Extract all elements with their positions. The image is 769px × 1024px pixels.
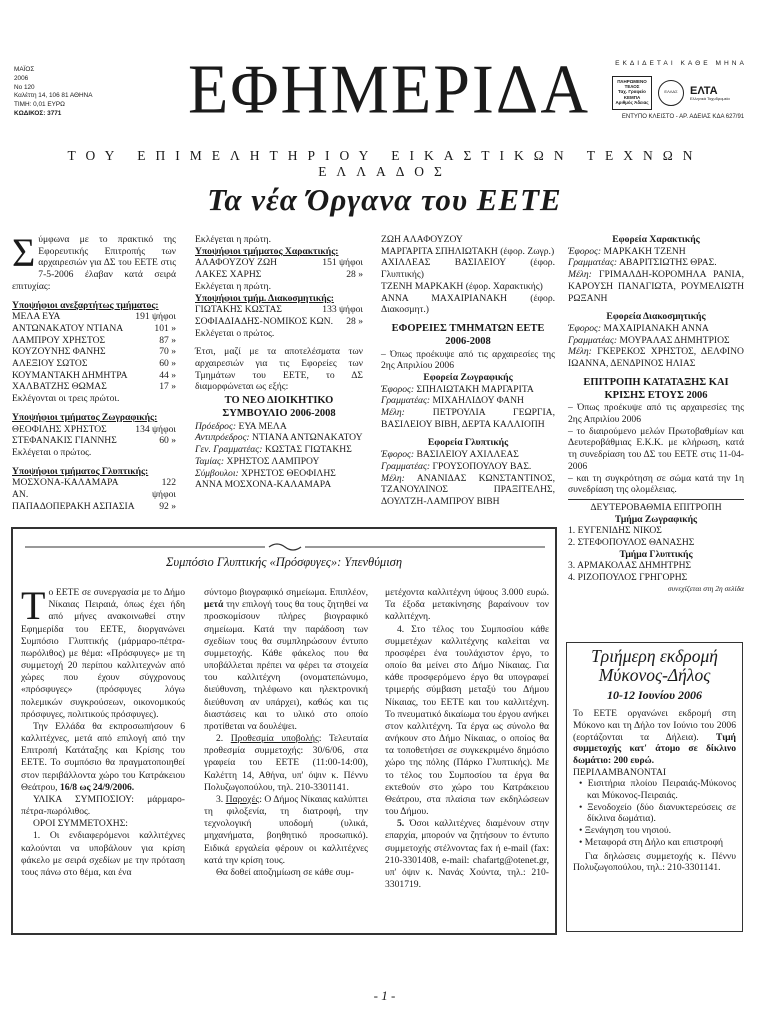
section-heading: Υποψήφιοι ανεξαρτήτως τμήματος: [12, 299, 159, 311]
member-name: ΧΡΗΣΤΟΣ ΘΕΟΦΙΛΗΣ [241, 467, 336, 479]
body-paragraph: 3. Παροχές: Ο Δήμος Νίκαιας καλύπτει τη φιλοξενία, τη διατροφή, την τεχνολογική υποδομή (υλικά, μηχανήματα, βοηθητικό προσωπικό). Ειδικά εργαλεία φέρουν οι καλλιτέχνες κατά την κρίση τους. [204, 793, 368, 866]
list-item: ΤΖΕΝΗ ΜΑΡΚΑΚΗ (έφορ. Χαρακτικής) [381, 280, 543, 292]
candidate-name: ΜΕΛΑ ΕΥΑ [12, 311, 61, 323]
candidate-name: ΚΟΥΖΟΥΝΗΣ ΦΑΝΗΣ [12, 346, 106, 358]
member-name: ΜΟΥΡΑΛΑΣ ΔΗΜΗΤΡΙΟΣ [619, 334, 730, 346]
vote-list [195, 304, 363, 327]
list-item: ΜΑΡΓΑΡΙΤΑ ΣΠΗΛΙΩΤΑΚΗ (έφορ. Ζωγρ.) [381, 245, 555, 257]
table-row [195, 269, 363, 281]
symposium-title: Συμπόσιο Γλυπτικής «Πρόσφυγες»: Υπενθύμιση [165, 555, 403, 569]
note: Εκλέγεται ο πρώτος. [195, 327, 275, 339]
role-label: Σύμβουλοι: [195, 467, 239, 479]
role-label: Γραμματέας: [381, 395, 431, 407]
candidate-name: ΑΝΤΩΝΑΚΑΤΟΥ ΝΤΙΑΝΑ [12, 322, 124, 334]
member-name: ΜΑΧΑΙΡΙΑΝΑΚΗ ΑΝΝΑ [603, 322, 709, 334]
section-heading: Υποψήφιοι τμήματος Χαρακτικής: [195, 245, 339, 257]
note: Εκλέγεται η πρώτη. [195, 280, 271, 292]
symposium-box [11, 527, 557, 935]
table-row [195, 468, 363, 480]
pub-address: Καλέττη 14, 106 81 ΑΘΗΝΑ [14, 92, 93, 100]
candidate-name: ΠΑΠΑΔΟΠΕΡΑΚΗ ΑΣΠΑΣΙΑ [12, 500, 135, 512]
member-name: ΓΡΟΥΣΟΠΟΥΛΟΥ ΒΑΣ. [432, 460, 532, 472]
continued-note: συνεχίζεται στη 2η σελίδα [667, 583, 744, 593]
candidate-name: ΑΛΕΞΙΟΥ ΣΩΤΟΣ [12, 358, 88, 370]
subsection-heading: Εφορεία Γλυπτικής [427, 437, 509, 449]
vote-list [12, 311, 176, 393]
role-label: Μέλη: [568, 269, 592, 281]
list-item: • Μεταφορά στη Δήλο και επιστροφή [579, 836, 724, 848]
symposium-column-1 [21, 583, 185, 879]
pub-code: ΚΩΔΙΚΟΣ: 3771 [14, 110, 62, 118]
candidate-name: ΚΟΥΜΑΝΤΑΚΗ ΔΗΜΗΤΡΑ [12, 369, 128, 381]
table-row [12, 358, 176, 370]
candidate-name: ΛΑΜΠΡΟΥ ΧΡΗΣΤΟΣ [12, 334, 106, 346]
body-paragraph: 4. Στο τέλος του Συμποσίου κάθε συμμετέχων καλλιτέχνης καλείται να προσφέρει ένα τουλάχιστον έργο, το οποίο θα μείνει στο Δήμο Νίκαιας. Για κάθε προσφερόμενο έργο θα υπογραφεί τριμερής σύμβαση μεταξύ του Δήμου Νίκαιας, του ΕΕΤΕ και του καλλιτέχνη. Το πνευματικό δικαίωμα του έργου ανήκει στον καλλιτέχνη. Τα έργα ως σύνολο θα ανήκουν στο Δήμο Νίκαιας, ο οποίος θα τα τοποθετήσει σε συγκεκριμένο δημόσιο χώρο της πόλης (Πάρκο Γλυπτικής). Με το τέλος του Συμποσίου τα έργα θα εκτεθούν στο χώρο του Κατράκειου Θεάτρου, στα πλαίσια των εκδηλώσεων του Δήμου. [385, 623, 549, 818]
candidate-name: ΣΤΕΦΑΝΑΚΙΣ ΓΙΑΝΝΗΣ [12, 435, 117, 447]
body-paragraph: 1. Οι ενδιαφερόμενοι καλλιτέχνες καλούνται να υποβάλουν για κρίση φάκελο με σειρά σχεδίων με την πρόταση τους πάνω στο θέμα, και ένα [21, 830, 185, 878]
candidate-name: ΜΟΣΧΟΝΑ-ΚΑΛΑΜΑΡΑ ΑΝ. [12, 477, 119, 501]
table-row [568, 246, 744, 258]
section-heading: Υποψήφιοι τμήματος Γλυπτικής: [12, 465, 149, 477]
frequency-note: ΕΚΔΙΔΕΤΑΙ ΚΑΘΕ ΜΗΝΑ [615, 60, 747, 67]
role-label: Γραμματέας: [568, 257, 618, 269]
lead-headline: Τα νέα Όργανα του ΕΕΤΕ [207, 182, 562, 217]
table-row [568, 269, 744, 304]
role-label: Έφορος: [381, 449, 415, 461]
table-row [568, 323, 744, 335]
committee-list [568, 323, 744, 370]
list-item: ΖΩΗ ΑΛΑΦΟΥΖΟΥ [381, 234, 463, 245]
subsection-heading: Εφορεία Ζωγραφικής [423, 371, 513, 383]
candidate-name: ΓΙΩΤΑΚΗΣ ΚΩΣΤΑΣ [195, 304, 282, 316]
drop-cap: Τ [21, 583, 46, 628]
body-paragraph: – το διαιρούμενο μελών Πρωτοβαθμίων και Δευτεροβάθμιας Ε.Κ.Κ. με κλήρωση, κατά τη συνεδρίαση του ΔΣ του ΕΕΤΕ στις 11-04-2006 [568, 425, 744, 472]
role-label: Αντιπρόεδρος: [195, 432, 250, 444]
member-name: ΝΤΙΑΝΑ ΑΝΤΩΝΑΚΑΤΟΥ [252, 432, 363, 444]
pub-issue: No 120 [14, 83, 35, 91]
column-2 [195, 234, 363, 491]
body-paragraph: – Όπως προέκυψε από τις αρχαιρεσίες της 2ης Απριλίου 2006 [568, 402, 744, 426]
subsection-heading: Εφορεία Χαρακτικής [612, 234, 700, 245]
member-name: ΠΕΤΡΟΥΛΙΑ ΓΕΩΡΓΙΑ, ΒΑΣΙΛΕΙΟΥ ΒΙΒΗ, ΔΕΡΤΑ ΚΑΛΛΙΟΠΗ [381, 407, 555, 430]
section-heading: ΠΕΡΙΛΑΜΒΑΝΟΝΤΑΙ [573, 766, 667, 778]
table-row [381, 407, 555, 430]
table-row [568, 335, 744, 347]
vote-count: 92 » [159, 500, 176, 512]
body-paragraph: Έτσι, μαζί με τα αποτελέσματα των αρχαιρεσιών για τις Εφορείες των Τμημάτων του ΕΕΤΕ, το ΔΣ διαμορφώνεται ως εξής: [195, 346, 363, 393]
board-heading: ΤΟ ΝΕΟ ΔΙΟΙΚΗΤΙΚΟ ΣΥΜΒΟΥΛΙΟ 2006-2008 [222, 395, 336, 419]
section-heading: ΔΕΥΤΕΡΟΒΑΘΜΙΑ ΕΠΙΤΡΟΠΗ [590, 501, 722, 513]
body-paragraph: ΟΡΟΙ ΣΥΜΜΕΤΟΧΗΣ: [33, 818, 128, 830]
member-name: ΜΙΧΑΗΛΙΔΟΥ ΦΑΝΗ [432, 395, 524, 407]
table-row [195, 432, 363, 444]
table-row [12, 370, 176, 382]
member-name: ΓΚΕΡΕΚΟΣ ΧΡΗΣΤΟΣ, ΔΕΛΦΙΝΟ ΙΩΑΝΝΑ, ΔΕΝΔΡΙΝΟΣ ΗΛΙΑΣ [568, 346, 744, 370]
body-paragraph: 5. Όσοι καλλιτέχνες διαμένουν στην επαρχία, μπορούν να ζητήσουν το έντυπο συμμετοχής στέλνοντας fax ή e-mail (fax: 210-3301408, e-mail: chafartg@otenet.gr, υπ' όψιν κ. Νανάς Χούντα, τηλ.: 210-3301719. [385, 818, 549, 891]
postal-marks [612, 74, 746, 112]
masthead-subtitle: ΤΟΥ ΕΠΙΜΕΛΗΤΗΡΙΟΥ ΕΙΚΑΣΤΙΚΩΝ ΤΕΧΝΩΝ ΕΛΛΑΔΟΣ [67, 148, 703, 180]
subsection-heading: Τμήμα Γλυπτικής [619, 548, 693, 560]
role-label: Γεν. Γραμματέας: [195, 444, 263, 456]
member-name: ΜΑΡΚΑΚΗ ΤΖΕΝΗ [603, 245, 686, 257]
member-name: ΒΑΣΙΛΕΙΟΥ ΑΧΙΛΛΕΑΣ [416, 449, 519, 461]
role-label: Έφορος: [568, 245, 602, 257]
intro-paragraph: Σύμφωνα με το πρακτικό της Εφορευτικής Επιτροπής των αρχαιρεσιών για ΔΣ του ΕΕΤΕ στις 7-5-2006 έλαβαν κατά σειρά επιτυχίας: [12, 230, 176, 292]
vote-count: 17 » [159, 381, 176, 393]
section-heading: Υποψήφιοι τμήματος Ζωγραφικής: [12, 411, 158, 423]
member-name: ΧΡΗΣΤΟΣ ΛΑΜΠΡΟΥ [226, 455, 320, 467]
vote-count: 70 » [159, 346, 176, 358]
postal-seal-icon: ΕΛΛΑΣ [658, 80, 684, 106]
table-row [12, 381, 176, 393]
ornament-rule-icon [25, 540, 545, 554]
table-row [568, 346, 744, 369]
pub-price: ΤΙΜΗ: 0,01 ΕΥΡΩ [14, 101, 65, 109]
list-item: 3. ΑΡΜΑΚΟΛΑΣ ΔΗΜΗΤΡΗΣ [568, 560, 692, 572]
council-members [381, 234, 555, 316]
vote-count: 60 » [159, 358, 176, 370]
paid-postage-box: ΠΛΗΡΩΜΕΝΟ ΤΕΛΟΣ Ταχ. Γραφείο ΚΕΜΠΑ Αριθμός Άδειας [612, 76, 652, 110]
member-name: ΚΩΣΤΑΣ ΓΙΩΤΑΚΗΣ [264, 444, 352, 456]
note: Εκλέγονται οι τρεις πρώτοι. [12, 393, 120, 405]
symposium-column-3 [385, 587, 549, 891]
excursion-title: Τριήμερη εκδρομή [591, 646, 718, 666]
table-row [381, 473, 555, 508]
member-name: ΓΡΙΜΑΛΔΗ-ΚΟΡΟΜΗΛΑ ΡΑΝΙΑ, ΚΑΡΟΥΣΗ ΠΑΝΑΓΙΩΤΑ, ΡΟΥΜΕΛΙΩΤΗ ΡΩΞΑΝΗ [568, 269, 744, 304]
list-item: 1. ΕΥΓΕΝΙΔΗΣ ΝΙΚΟΣ [568, 525, 662, 537]
list-item: 2. ΣΤΕΦΟΠΟΥΛΟΣ ΘΑΝΑΣΗΣ [568, 537, 695, 549]
excursion-box [566, 642, 743, 932]
body-paragraph: Το ΕΕΤΕ οργανώνει εκδρομή στη Μύκονο και τη Δήλο τον Ιούνιο του 2006 (εορτάζονται τα Δήλεια). Τιμή συμμετοχής κατ' άτομο σε δίκλινο δωμάτιο: 200 ευρώ. [573, 708, 736, 766]
pub-year: 2006 [14, 74, 29, 82]
drop-cap: Σ [12, 230, 36, 275]
body-paragraph: Θα δοθεί αποζημίωση σε κάθε συμ- [216, 866, 354, 878]
subsection-heading: Τμήμα Ζωγραφικής [614, 513, 698, 525]
vote-list [12, 477, 176, 512]
section-heading: ΕΦΟΡΕΙΕΣ ΤΜΗΜΑΤΩΝ ΕΕΤΕ 2006-2008 [391, 322, 545, 347]
column-4 [568, 234, 744, 593]
list-item: • Εισιτήρια πλοίου Πειραιάς-Μύκονος και Μύκονος-Πειραιάς. [579, 778, 736, 802]
body-paragraph: 2. Προθεσμία υποβολής: Τελευταία προθεσμία συμμετοχής: 30/6/06, στα γραφεία του ΕΕΤΕ (11:00-14:00), Καλέττη 14, Αθήνα, υπ' όψιν κ. Πέννυ Πολυζωγοπούλου, τηλ. 210-3301141. [204, 733, 368, 793]
page-number: - 1 - [373, 988, 396, 1003]
table-row [568, 257, 744, 269]
table-row [195, 421, 363, 433]
vote-list [195, 257, 363, 280]
committee-list [381, 449, 555, 508]
pub-month: ΜΑΪΟΣ [14, 66, 35, 73]
excursion-destination: Μύκονος-Δήλος [598, 665, 711, 686]
committee-list [568, 246, 744, 305]
candidate-name: ΧΑΛΒΑΤΖΗΣ ΘΩΜΑΣ [12, 381, 107, 393]
vote-count: 134 ψήφοι [135, 423, 176, 435]
candidate-name: ΘΕΟΦΙΛΗΣ ΧΡΗΣΤΟΣ [12, 423, 107, 435]
vote-count: 151 ψήφοι [322, 257, 363, 269]
table-row [195, 257, 363, 269]
list-item: • Ξενοδοχείο (δύο διανυκτερεύσεις σε δίκλινα δωμάτια). [579, 801, 736, 825]
subsection-heading: Εφορεία Διακοσμητικής [606, 311, 706, 323]
member-name: ΕΥΑ ΜΕΛΑ [238, 420, 287, 432]
table-row [12, 311, 176, 323]
role-label: Έφορος: [568, 322, 602, 334]
table-row [12, 335, 176, 347]
committee-list [381, 384, 555, 431]
vote-count: 44 » [159, 369, 176, 381]
table-row [12, 435, 176, 447]
role-label: Μέλη: [381, 407, 405, 419]
role-label: Πρόεδρος: [195, 420, 237, 432]
masthead-title: ΕΦΗΜΕΡΙΔΑ [188, 50, 591, 129]
vote-count: 191 ψήφοι [135, 311, 176, 323]
candidate-name: ΑΛΑΦΟΥΖΟΥ ΖΩΗ [195, 257, 278, 269]
candidate-name: ΣΟΦΙΑΔΙΑΔΗΣ-ΝΟΜΙΚΟΣ ΚΩΝ. [195, 315, 333, 327]
body-paragraph: σύντομο βιογραφικό σημείωμα. Επιπλέον, μετά την επιλογή τους θα τους ζητηθεί να προσκομίσουν πλήρες βιογραφικό σημείωμα. Κατά την παράδοση των σχεδίων τους θα συμπληρώσουν έντυπο συμμετοχής. Κάθε φάκελος που θα υποβάλλεται πρέπει να φέρει τα στοιχεία του καλλιτέχνη (ονοματεπώνυμο, διεύθυνση, τηλέφωνο και ηλεκτρονική διεύθυνση αν υπάρχει), καθώς και τις διαστάσεις και το υλικό στο οποίο προτίθεται να δουλέψει. [204, 587, 368, 732]
member-name: ΣΠΗΛΙΩΤΑΚΗ ΜΑΡΓΑΡΙΤΑ [416, 383, 534, 395]
table-row [12, 346, 176, 358]
section-heading: Υποψήφιοι τμήμ. Διακοσμητικής: [195, 292, 334, 304]
vote-count: 87 » [159, 334, 176, 346]
body-paragraph: Το ΕΕΤΕ σε συνεργασία με το Δήμο Νίκαιας Πειραιά, όπως έχει ήδη από μήνες ανακοινωθεί στην Εφημερίδα του ΕΕΤΕ, διοργανώνει Συμπόσιο Γλυπτικής (μάρμαρο-πέτρα-πωρόλιθος) με θέμα: «Πρόσφυγες» με τη συμμετοχή 20 περίπου καλλιτεχνών από χώρες που έχουν σύγχρονους «πρόσφυγες» (πρόσφυγες λόγω πολεμικών συγκρούσεων, οικονομικούς πρόσφυγες, πολιτικούς πρόσφυγες). [21, 583, 185, 720]
table-row [195, 316, 363, 328]
vote-count: 28 » [346, 269, 363, 281]
column-1 [12, 230, 176, 512]
list-item: ΑΝΝΑ ΜΑΧΑΙΡΙΑΝΑΚΗ (έφορ. Διακοσμητ.) [381, 292, 555, 316]
role-label: Μέλη: [381, 472, 405, 484]
elta-logo: ΕΛΤΑ Ελληνικά Ταχυδρομεία [690, 84, 730, 101]
body-paragraph: Την Ελλάδα θα εκπροσωπήσουν 6 καλλιτέχνες, μετά από επιλογή από την Επιτροπή Κατάταξης και Κρίσης του ΕΕΤΕ. Το συμπόσιο θα πραγματοποιηθεί στον περιβάλλοντα χώρο του Κατράκειου Θεάτρου, 16/8 ως 24/9/2006. [21, 720, 185, 793]
vote-list [12, 424, 176, 447]
list-item: • Ξενάγηση του νησιού. [579, 825, 672, 837]
table-row [195, 456, 363, 468]
body-paragraph: – και τη συγκρότηση σε σώμα κατά την 1η συνεδρίαση της ολομέλειας. [568, 472, 744, 496]
vote-count: 133 ψήφοι [322, 304, 363, 316]
role-label: Μέλη: [568, 346, 592, 358]
role-label: Γραμματέας: [568, 334, 618, 346]
table-row [381, 449, 555, 461]
note: Εκλέγεται ο πρώτος. [12, 446, 92, 458]
section-heading: ΕΠΙΤΡΟΠΗ ΚΑΤΑΤΑΞΗΣ ΚΑΙ ΚΡΙΣΗΣ ΕΤΟΥΣ 2006 [583, 376, 729, 401]
table-row [12, 477, 176, 500]
list-item: 4. ΡΙΖΟΠΟΥΛΟΣ ΓΡΗΓΟΡΗΣ [568, 572, 688, 584]
member-name: ΑΝΑΝΙΔΑΣ ΚΩΝΣΤΑΝΤΙΝΟΣ, ΤΖΑΝΟΥΛΙΝΟΣ ΠΡΑΞΙΤΕΛΗΣ, ΔΟΥΛΤΖΗ-ΛΑΜΠΡΟΥ ΒΙΒΗ [381, 472, 556, 507]
role-label: Έφορος: [381, 383, 415, 395]
symposium-column-2 [204, 587, 368, 879]
body-paragraph: – Όπως προέκυψε από τις αρχαιρεσίες της 2ης Απριλίου 2006 [381, 348, 555, 372]
table-row [195, 444, 363, 456]
table-row [381, 395, 555, 407]
table-row [195, 304, 363, 316]
vote-count: 28 » [346, 315, 363, 327]
member-name: ΑΒΑΡΙΤΣΙΩΤΗΣ ΘΡΑΣ. [618, 257, 717, 269]
body-paragraph: ΥΛΙΚΑ ΣΥΜΠΟΣΙΟΥ: μάρμαρο-πέτρα-πωρόλιθος. [21, 793, 185, 818]
role-label: Γραμματέας: [381, 460, 431, 472]
vote-count: 60 » [159, 435, 176, 447]
publication-info [14, 66, 124, 119]
table-row [12, 424, 176, 436]
body-paragraph: μετέχοντα καλλιτέχνη ύψους 3.000 ευρώ. Τα έξοδα μετακίνησης βαραίνουν τον καλλιτέχνη. [385, 587, 549, 623]
board-list [195, 421, 363, 480]
body-paragraph: Για δηλώσεις συμμετοχής κ. Πέννυ Πολυζωγοπούλου, τηλ.: 210-3301141. [573, 850, 736, 874]
table-row [381, 461, 555, 473]
vote-count: 122 ψήφοι [152, 477, 176, 501]
list-item: ΑΧΙΛΛΕΑΣ ΒΑΣΙΛΕΙΟΥ (έφορ. Γλυπτικής) [381, 257, 555, 281]
excursion-dates: 10-12 Ιουνίου 2006 [606, 687, 703, 702]
table-row [12, 501, 176, 513]
candidate-name: ΛΑΚΕΣ ΧΑΡΗΣ [195, 269, 262, 281]
role-label: Ταμίας: [195, 455, 225, 467]
vote-count: 101 » [154, 322, 176, 334]
table-row [381, 384, 555, 396]
board-member: ΑΝΝΑ ΜΟΣΧΟΝΑ-ΚΑΛΑΜΑΡΑ [195, 479, 332, 491]
licence-note: ΕΝΤΥΠΟ ΚΛΕΙΣΤΟ - ΑΡ. ΑΔΕΙΑΣ ΚΔΑ 627/91 [621, 114, 745, 120]
note: Εκλέγεται η πρώτη. [195, 234, 271, 245]
column-3 [381, 234, 555, 508]
table-row [12, 323, 176, 335]
